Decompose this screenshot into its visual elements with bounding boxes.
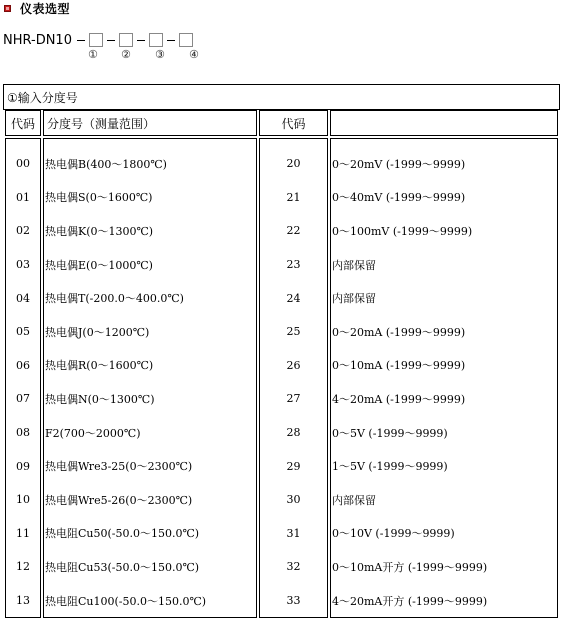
- table-cell-desc: 热电偶B(400～1800℃): [45, 157, 167, 171]
- page-title: 仪表选型: [20, 1, 71, 16]
- table-cell-desc: 热电偶E(0～1000℃): [45, 258, 153, 272]
- table-cell-desc: 内部保留: [332, 493, 376, 507]
- table-cell-desc: 0～5V (-1999～9999): [332, 426, 448, 440]
- table-cell-desc: 热电阻Cu100(-50.0～150.0℃): [45, 594, 207, 608]
- code-box-1: [89, 33, 103, 47]
- table-cell-desc: 热电阻Cu53(-50.0～150.0℃): [45, 560, 200, 574]
- table-cell-desc: 热电阻Cu50(-50.0～150.0℃): [45, 527, 200, 541]
- table-cell-code: 12: [16, 560, 30, 574]
- table-cell-code: 07: [16, 392, 30, 406]
- table-cell-desc: 0～10mA (-1999～9999): [332, 359, 466, 373]
- table-cell-code: 03: [16, 258, 30, 272]
- table-cell-desc: 热电偶T(-200.0～400.0℃): [45, 292, 184, 306]
- dash: [137, 40, 145, 41]
- table-cell-desc: 热电偶N(0～1300℃): [45, 392, 155, 406]
- table-cell-code: 00: [16, 157, 30, 171]
- position-label-3: ③: [155, 48, 165, 61]
- table-cell-code: 24: [286, 291, 301, 305]
- table-cell-code: 02: [16, 224, 30, 238]
- position-label-4: ④: [189, 48, 199, 61]
- table-cell-desc: 内部保留: [332, 292, 376, 306]
- position-label-1: ①: [88, 48, 98, 61]
- page-header: [4, 0, 70, 16]
- code-box-3: [149, 33, 163, 47]
- table-cell-desc: 热电偶S(0～1600℃): [45, 191, 153, 205]
- right-code-column: [259, 138, 328, 618]
- table-cell-code: 30: [286, 493, 301, 507]
- position-label-2: ②: [121, 48, 131, 61]
- input-type-table: [3, 108, 560, 620]
- table-cell-desc: 4～20mA (-1999～9999): [332, 392, 466, 406]
- right-desc-column: [330, 138, 558, 618]
- table-cell-desc: 热电偶J(0～1200℃): [45, 325, 150, 339]
- table-cell-code: 33: [286, 594, 301, 608]
- table-cell-desc: 0～10mA开方 (-1999～9999): [332, 560, 488, 574]
- model-prefix: NHR-DN10: [3, 32, 72, 48]
- table-cell-desc: 0～40mV (-1999～9999): [332, 191, 466, 205]
- table-cell-desc: 0～20mV (-1999～9999): [332, 157, 466, 171]
- table-cell-code: 32: [286, 560, 301, 574]
- table-cell-code: 29: [286, 459, 301, 473]
- table-cell-desc: 内部保留: [332, 258, 376, 272]
- table-cell-code: 25: [286, 325, 301, 339]
- table-cell-desc: 0～100mV (-1999～9999): [332, 224, 473, 238]
- table-cell-desc: 0～10V (-1999～9999): [332, 527, 455, 541]
- table-cell-code: 09: [16, 459, 30, 473]
- table-cell-desc: 热电偶R(0～1600℃): [45, 359, 154, 373]
- table-cell-desc: 热电偶Wre3-25(0～2300℃): [45, 460, 193, 474]
- table-cell-code: 31: [286, 526, 301, 540]
- header-code: 代码: [5, 110, 41, 136]
- table-cell-code: 23: [286, 258, 301, 272]
- table-cell-desc: F2(700～2000℃): [45, 426, 141, 440]
- table-cell-desc: 热电偶Wre5-26(0～2300℃): [45, 493, 193, 507]
- table-cell-code: 06: [16, 358, 30, 372]
- table-body-row: [5, 138, 558, 618]
- model-code: [3, 32, 199, 61]
- section-title-table: [3, 84, 560, 110]
- section-title: ①输入分度号: [4, 85, 560, 110]
- table-cell-desc: 0～20mA (-1999～9999): [332, 325, 466, 339]
- header-spec: 分度号（测量范围）: [43, 110, 257, 136]
- table-cell-code: 10: [16, 493, 30, 507]
- dash: [167, 40, 175, 41]
- table-cell-code: 28: [286, 426, 301, 440]
- table-cell-code: 13: [16, 594, 30, 608]
- table-cell-code: 26: [286, 358, 301, 372]
- dash: [107, 40, 115, 41]
- table-cell-code: 05: [16, 325, 30, 339]
- table-cell-code: 22: [286, 224, 301, 238]
- left-code-column: [5, 138, 41, 618]
- table-header-row: [5, 110, 558, 136]
- table-cell-code: 08: [16, 426, 30, 440]
- table-cell-code: 20: [286, 157, 301, 171]
- table-cell-desc: 4～20mA开方 (-1999～9999): [332, 594, 488, 608]
- code-box-2: [119, 33, 133, 47]
- table-cell-desc: 1～5V (-1999～9999): [332, 460, 448, 474]
- table-cell-code: 01: [16, 190, 30, 204]
- table-cell-code: 04: [16, 291, 30, 305]
- table-cell-code: 27: [286, 392, 301, 406]
- dash: [77, 40, 85, 41]
- table-cell-code: 11: [16, 526, 30, 540]
- table-cell-code: 21: [286, 190, 301, 204]
- header-empty: [330, 110, 558, 136]
- left-desc-column: [43, 138, 257, 618]
- table-cell-desc: 热电偶K(0～1300℃): [45, 224, 154, 238]
- header-code-2: 代码: [259, 110, 328, 136]
- bullet-icon: [4, 5, 11, 12]
- code-box-4: [179, 33, 193, 47]
